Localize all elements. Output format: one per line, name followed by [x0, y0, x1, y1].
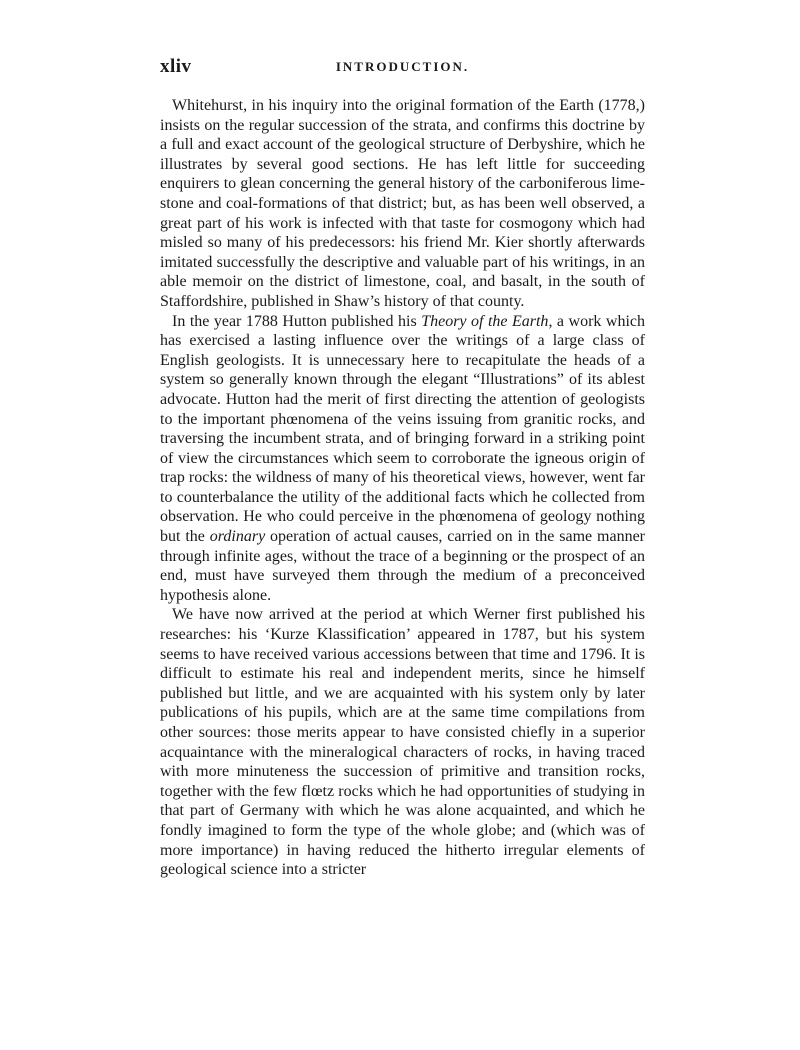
running-header	[160, 56, 645, 80]
paragraph	[160, 605, 645, 879]
paragraph-text: operation of actual causes, carried on in the same manner through infinite ages, without the trace of a beginning or the prospect of an end, must have surveyed them through the medium of a preconceived hypothesis alone.	[160, 528, 645, 604]
running-title: INTRODUCTION.	[335, 59, 470, 74]
page-number: xliv	[160, 56, 192, 77]
italic-text: Theory of the Earth	[421, 312, 549, 330]
paragraph-text: In the year 1788 Hutton published his	[172, 312, 422, 330]
paragraph-text: Whitehurst, in his inquiry into the original formation of the Earth (1778,) insists on the regular succession of the strata, and confirms this doctrine by a full and exact account of the geological structure of Derbyshire, which he illustrates by several good sections. He has left little for succeeding enquirers to glean concerning the general history of the carboniferous limestone and coal-formations of that district; but, as has been well observed, a great part of his work is infected with that taste for cosmogony which had misled so many of his predecessors: his friend Mr. Kier shortly afterwards imitated successfully the descriptive and valuable part of his writings, in an able memoir on the district of limestone, coal, and basalt, in the south of Staffordshire, published in Shaw’s history of that county.	[160, 97, 645, 310]
paragraph	[160, 312, 645, 606]
italic-text: ordinary	[209, 528, 266, 546]
paragraph	[160, 96, 645, 312]
paragraph-text: We have now arrived at the period at which Werner first published his researches: his ‘Kurze Klassification’ appeared in 1787, but his system seems to have received various accessions between that time and 1796. It is difficult to estimate his real and independent merits, since he himself published but little, and we are acquainted with his system only by later publications of his pupils, which are at the same time compilations from other sources: those merits appear to have consisted chiefly in a superior acquaintance with the mineralogical characters of rocks, in having traced with more minuteness the succession of primitive and transition rocks, together with the few flœtz rocks which he had opportunities of studying in that part of Germany with which he was alone acquainted, and which he fondly imagined to form the type of the whole globe; and (which was of more importance) in having reduced the hitherto irregular elements of geological science into a stricter	[160, 606, 645, 879]
body-text	[160, 96, 645, 880]
paragraph-text: , a work which has exercised a lasting influence over the writings of a large class of English geologists. It is unnecessary here to recapitulate the heads of a system so generally known through the elegant “Illustrations” of its ablest advocate. Hutton had the merit of first directing the attention of geologists to the important phœnomena of the veins issuing from granitic rocks, and traversing the incumbent strata, and of bringing forward in a striking point of view the circumstances which seem to corroborate the igneous origin of trap rocks: the wildness of many of his theoretical views, however, went far to counterbalance the utility of the additional facts which he collected from observation. He who could perceive in the phœnomena of geology nothing but the	[160, 312, 645, 546]
